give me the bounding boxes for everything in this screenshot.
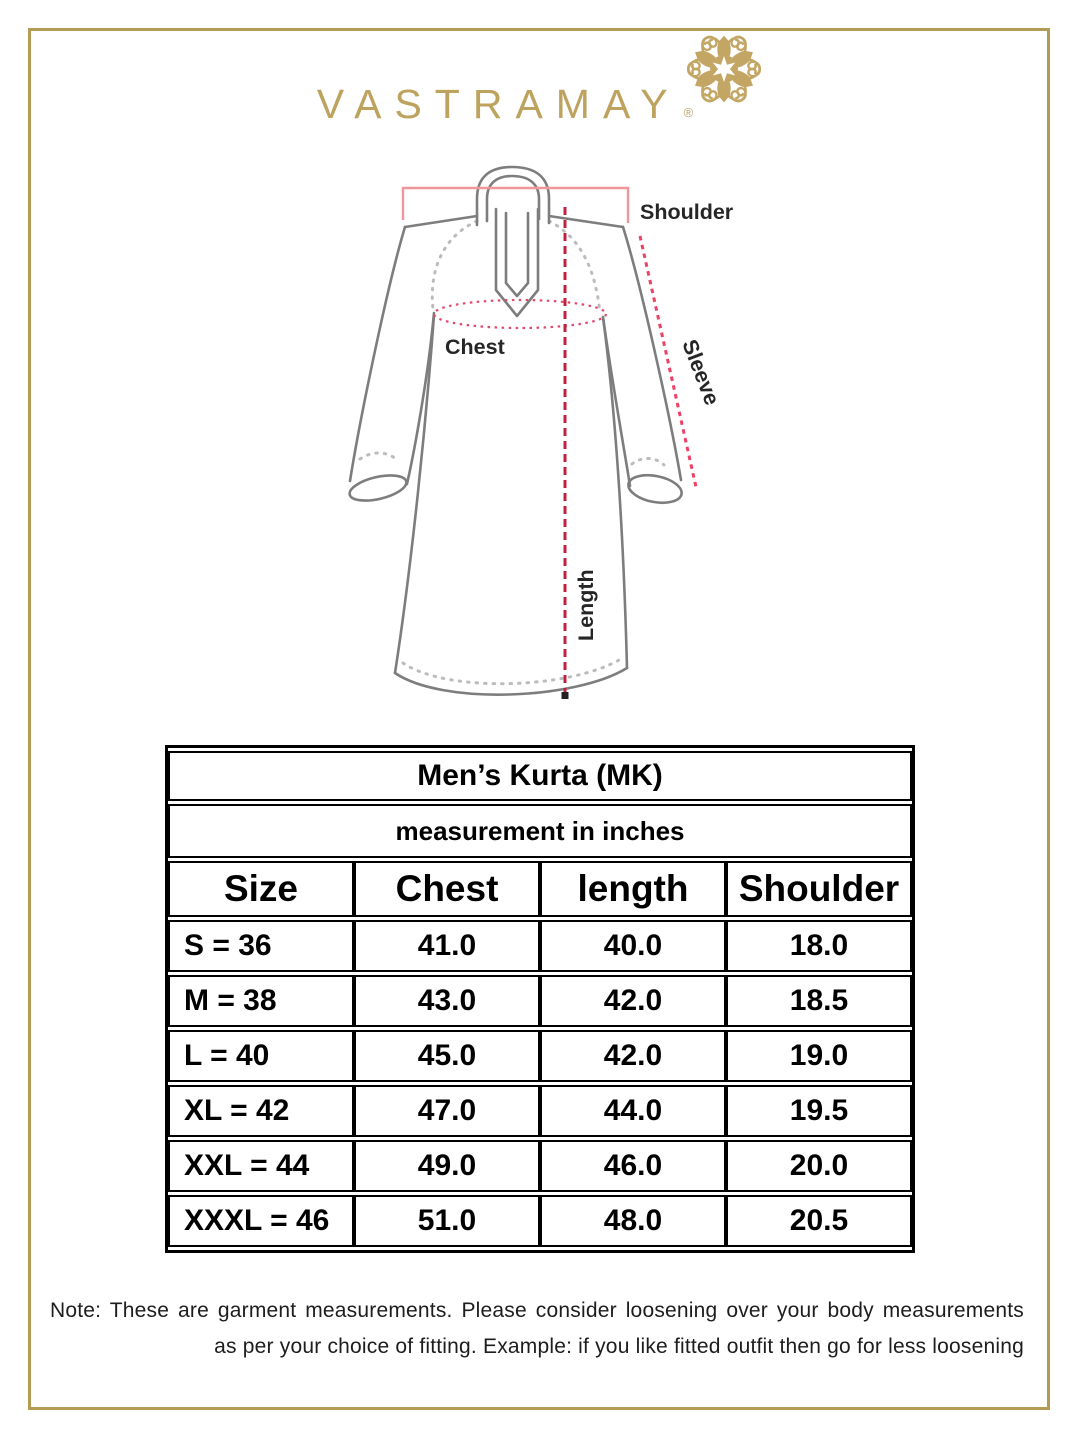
value-cell: 18.0 xyxy=(726,920,912,972)
value-cell: 44.0 xyxy=(540,1085,726,1137)
body-right-side xyxy=(603,317,627,668)
value-cell: 18.5 xyxy=(726,975,912,1027)
table-row xyxy=(168,1085,912,1137)
length-label: Length xyxy=(574,569,598,641)
table-row xyxy=(168,1195,912,1247)
kurta-measurement-diagram xyxy=(330,163,780,748)
table-title: Men’s Kurta (MK) xyxy=(168,751,912,801)
size-cell: S = 36 xyxy=(168,920,354,972)
ornament-arms xyxy=(685,34,763,105)
shoulder-measure-bracket xyxy=(403,188,628,223)
sleeve-label: Sleeve xyxy=(677,336,725,409)
size-cell: L = 40 xyxy=(168,1030,354,1082)
left-cuff xyxy=(347,471,408,505)
table-subtitle-row xyxy=(168,804,912,858)
registered-trademark: ® xyxy=(683,105,694,120)
column-header-length: length xyxy=(540,861,726,917)
right-sleeve-outer xyxy=(623,227,681,480)
length-line-end-marker xyxy=(562,692,569,699)
hem-seam xyxy=(403,660,619,684)
size-cell: XL = 42 xyxy=(168,1085,354,1137)
brand-logo xyxy=(0,30,1080,125)
value-cell: 20.0 xyxy=(726,1140,912,1192)
left-cuff-seam xyxy=(360,453,396,459)
left-sleeve-outer xyxy=(350,227,405,481)
chest-label: Chest xyxy=(445,335,505,359)
size-table-body xyxy=(168,920,912,1247)
kurta-outline xyxy=(347,167,684,695)
brand-ornament-icon xyxy=(685,30,763,108)
right-cuff-seam xyxy=(632,458,664,465)
value-cell: 19.0 xyxy=(726,1030,912,1082)
column-header-chest: Chest xyxy=(354,861,540,917)
value-cell: 20.5 xyxy=(726,1195,912,1247)
shoulder-label: Shoulder xyxy=(640,200,734,224)
value-cell: 19.5 xyxy=(726,1085,912,1137)
table-subtitle: measurement in inches xyxy=(168,804,912,858)
table-header-row xyxy=(168,861,912,917)
left-shoulder-line xyxy=(405,216,477,227)
kurta-diagram-svg xyxy=(330,163,780,748)
table-row xyxy=(168,920,912,972)
column-header-shoulder: Shoulder xyxy=(726,861,912,917)
value-cell: 47.0 xyxy=(354,1085,540,1137)
note-line-1: Note: These are garment measurements. Please consider loosening over your body measurements xyxy=(50,1299,1024,1322)
size-cell: XXXL = 46 xyxy=(168,1195,354,1247)
table-row xyxy=(168,975,912,1027)
value-cell: 45.0 xyxy=(354,1030,540,1082)
value-cell: 42.0 xyxy=(540,975,726,1027)
measurement-note xyxy=(50,1293,1024,1365)
left-armhole-seam xyxy=(432,221,477,309)
placket-inner xyxy=(506,213,528,296)
size-cell: XXL = 44 xyxy=(168,1140,354,1192)
value-cell: 49.0 xyxy=(354,1140,540,1192)
placket-outer xyxy=(496,209,538,316)
value-cell: 40.0 xyxy=(540,920,726,972)
value-cell: 51.0 xyxy=(354,1195,540,1247)
brand-wordmark xyxy=(316,81,694,127)
value-cell: 43.0 xyxy=(354,975,540,1027)
table-row xyxy=(168,1030,912,1082)
note-line-2: as per your choice of fitting. Example: if you like fitted outfit then go for less loosening xyxy=(214,1335,1024,1358)
hem-curve xyxy=(395,668,627,695)
size-chart-table xyxy=(165,745,915,1253)
value-cell: 41.0 xyxy=(354,920,540,972)
table-title-row xyxy=(168,751,912,801)
value-cell: 48.0 xyxy=(540,1195,726,1247)
value-cell: 46.0 xyxy=(540,1140,726,1192)
right-armhole-seam xyxy=(549,221,600,313)
table-row xyxy=(168,1140,912,1192)
column-header-size: Size xyxy=(168,861,354,917)
brand-name: VASTRAMAY xyxy=(316,81,681,127)
size-cell: M = 38 xyxy=(168,975,354,1027)
right-cuff xyxy=(626,471,684,507)
right-shoulder-line xyxy=(549,216,623,227)
value-cell: 42.0 xyxy=(540,1030,726,1082)
